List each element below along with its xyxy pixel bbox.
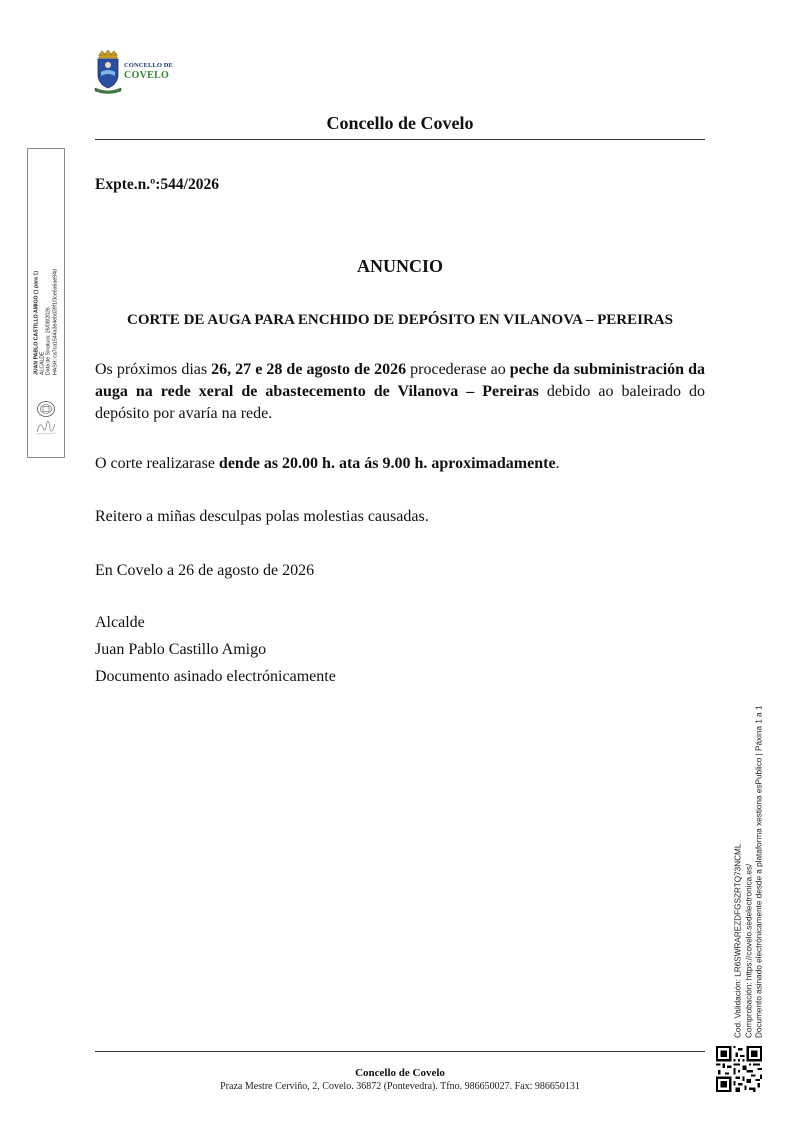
validation-platform: Documento asinado electrónicamente desde a plataforma xestiona esPublico | Páxina 1 a 1 (754, 705, 764, 1038)
header-divider (95, 139, 705, 140)
paragraph-notice-dates: 26, 27 e 28 de agosto de 2026 (211, 361, 407, 378)
signature-note: Documento asinado electrónicamente (95, 668, 336, 685)
footer-address: Praza Mestre Cerviño, 2, Covelo. 36872 (Pontevedra). Tfno. 986650027. Fax: 986650131 (220, 1081, 580, 1092)
paragraph-notice (95, 359, 705, 425)
paragraph-place-date: En Covelo a 26 de agosto de 2026 (95, 562, 315, 579)
validation-link[interactable]: Comprobación: https://covelo.sedelectronica.es/ (743, 863, 753, 1038)
signature-signer: JUAN PABLO CASTILLO AMIGO (1 para 1) (33, 270, 40, 375)
signatory-role: Alcalde (95, 614, 145, 631)
signature-date: Data de Sinatura: 26/08/2026 (46, 307, 52, 375)
qr-code-icon (716, 1046, 762, 1092)
paragraph-notice-text: Os próximos dias (95, 361, 212, 378)
paragraph-schedule (95, 453, 705, 475)
logo-text-concello: CONCELLO DE (124, 62, 173, 69)
paragraph-schedule-text: . (555, 455, 560, 472)
signature-role: ALCALDE (39, 351, 46, 375)
footer-title: Concello de Covelo (355, 1067, 445, 1079)
expedient-number: Expte.n.º:544/2026 (95, 176, 219, 193)
paragraph-notice-text: debido ao baleirado do depósito por avaría na rede. (95, 383, 706, 422)
page-header-title: Concello de Covelo (326, 113, 474, 133)
document-subject: CORTE DE AUGA PARA ENCHIDO DE DEPÓSITO EN VILANOVA – PEREIRAS (127, 312, 673, 328)
footer-divider (95, 1051, 705, 1052)
logo-text-covelo: COVELO (124, 70, 170, 81)
signatory-name: Juan Pablo Castillo Amigo (95, 641, 267, 658)
paragraph-schedule-hours: dende as 20.00 h. ata ás 9.00 h. aproximadamente (218, 455, 556, 472)
signature-hash: HASH: ca7ca1544a3e4ebd39f1f3ce6a6ae94d (52, 269, 59, 375)
validation-code: Cod. Validación: LR6SWRAREZDFGSZRTQ73NCML (733, 843, 743, 1038)
paragraph-apology: Reitero a miñas desculpas polas molestias causadas. (95, 508, 429, 525)
paragraph-schedule-text: O corte realizarase (95, 455, 219, 472)
document-heading: ANUNCIO (356, 256, 443, 276)
paragraph-notice-service: peche da subministración da auga na rede xeral de abastecemento de Vilanova – Pereiras (95, 361, 706, 400)
paragraph-notice-text: procederase ao (406, 361, 510, 378)
handwritten-signature-icon (34, 416, 58, 436)
